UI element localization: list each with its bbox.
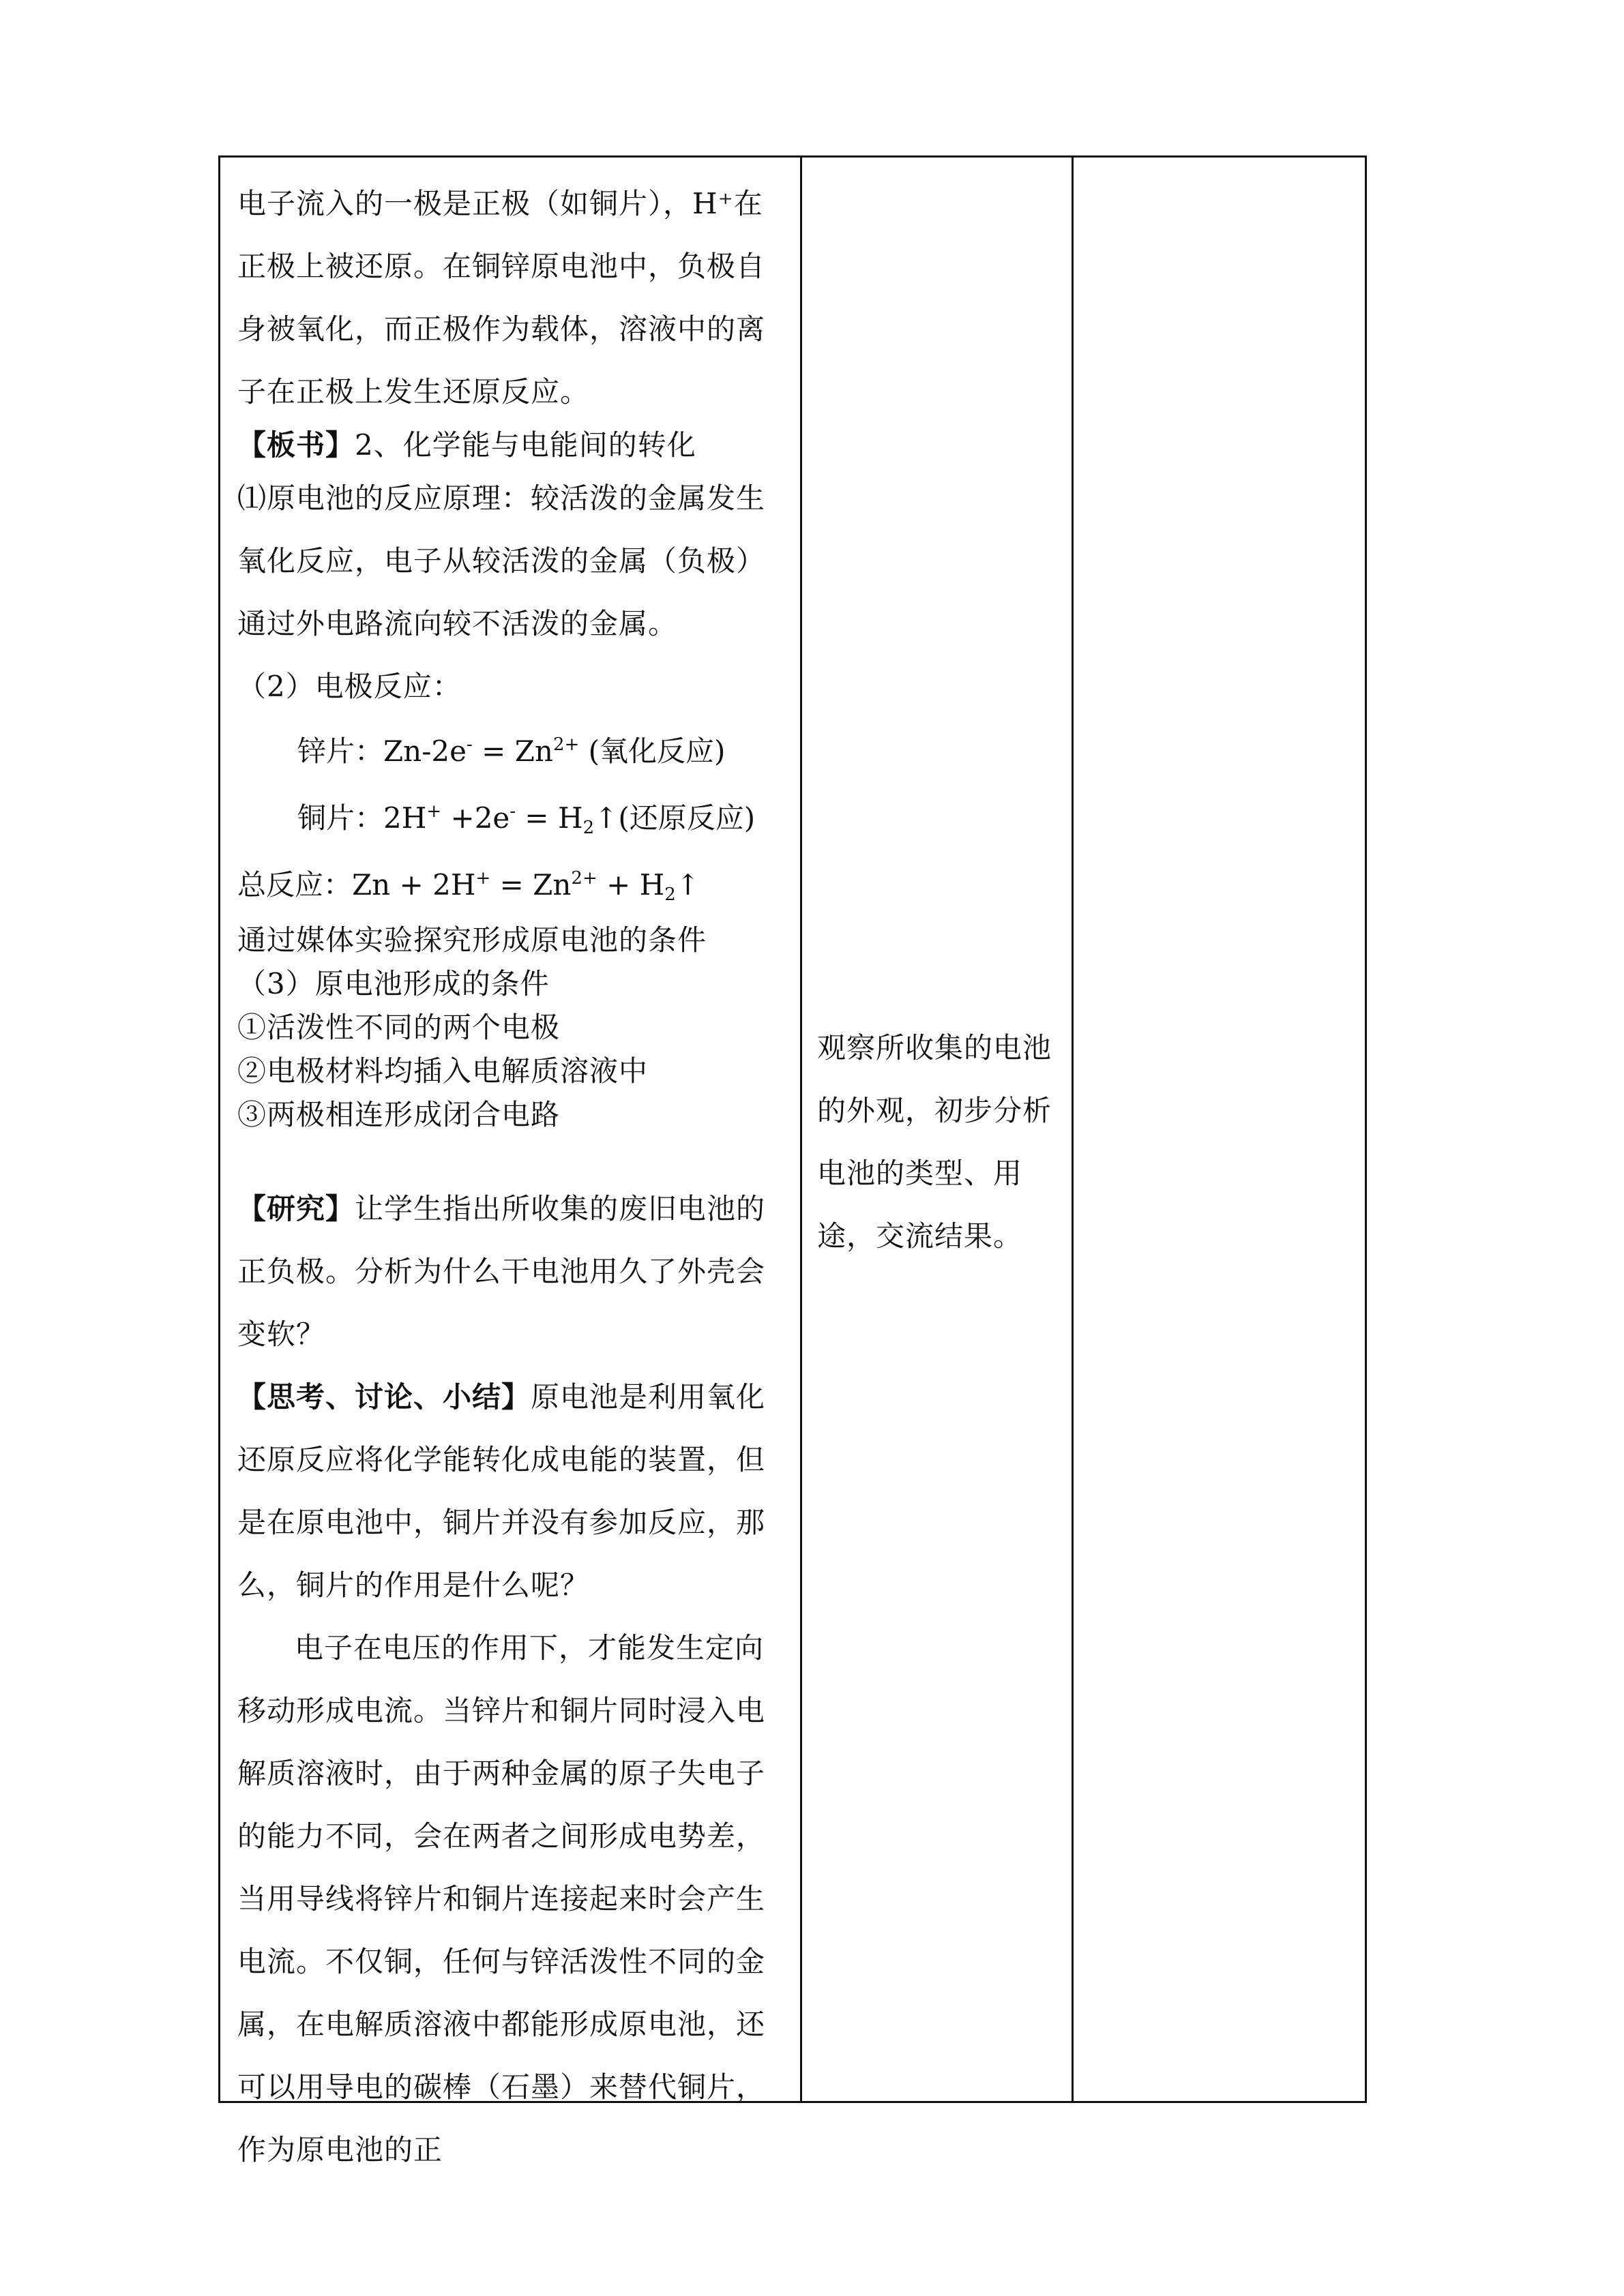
research-label: 【研究】 — [237, 1192, 355, 1225]
notes-column — [1074, 158, 1365, 2101]
zinc-equation — [237, 718, 791, 785]
copper-eq-part: 铜片：2H — [297, 801, 427, 835]
zinc-eq-part: 锌片：Zn-2e — [297, 734, 467, 768]
copper-eq-sup: + — [426, 801, 442, 822]
zinc-eq-part: = Zn — [472, 734, 553, 768]
conditions-heading: （3）原电池形成的条件 — [237, 967, 550, 1000]
copper-eq-part: = H — [516, 801, 583, 835]
student-activity-text: 观察所收集的电池的外观，初步分析电池的类型、用途，交流结果。 — [817, 1031, 1052, 1253]
reaction-principle: ⑴原电池的反应原理：较活泼的金属发生氧化反应，电子从较活泼的金属（负极）通过外电路流向较不活泼的金属。 — [237, 481, 766, 640]
board-text: 2、化学能与电能间的转化 — [355, 428, 696, 462]
total-eq-part: = Zn — [490, 868, 572, 901]
total-equation — [237, 852, 791, 919]
board-label: 【板书】 — [237, 428, 355, 462]
total-eq-part: 总反应：Zn + 2H — [237, 868, 476, 901]
condition-2: ②电极材料均插入电解质溶液中 — [237, 1054, 649, 1088]
explanation-paragraph: 电子在电压的作用下，才能发生定向移动形成电流。当锌片和铜片同时浸入电解质溶液时，由于两种金属的原子失电子的能力不同，会在两者之间形成电势差，当用导线将锌片和铜片连接起来时会产生电流。不仅铜，任何与锌活泼性不同的金属，在电解质溶液中都能形成原电池，还可以用导电的碳棒（石墨）来替代铜片，作为原电池的正 — [237, 1631, 766, 2166]
think-discuss-paragraph — [237, 1366, 791, 1617]
condition-3: ③两极相连形成闭合电路 — [237, 1098, 561, 1131]
lesson-plan-table — [218, 155, 1367, 2166]
research-text: 让学生指出所收集的废旧电池的正负极。分析为什么干电池用久了外壳会变软？ — [237, 1192, 766, 1351]
positive-electrode-paragraph: 电子流入的一极是正极（如铜片），H⁺在正极上被还原。在铜锌原电池中，负极自身被氧化，而正极作为载体，溶液中的离子在正极上发生还原反应。 — [237, 187, 766, 408]
think-text: 原电池是利用氧化还原反应将化学能转化成电能的装置，但是在原电池中，铜片并没有参加反应，那么，铜片的作用是什么呢？ — [237, 1380, 766, 1602]
teaching-content-column — [220, 158, 802, 2166]
total-eq-part: + H — [597, 868, 665, 901]
electrode-reaction-heading: （2）电极反应： — [237, 670, 462, 703]
copper-eq-part: ↑(还原反应) — [594, 801, 756, 835]
condition-1: ①活泼性不同的两个电极 — [237, 1011, 561, 1044]
zinc-eq-sup: 2+ — [552, 734, 580, 755]
zinc-eq-sup: - — [467, 734, 473, 755]
zinc-eq-part: (氧化反应) — [579, 734, 726, 768]
total-eq-part: ↑ — [675, 868, 700, 901]
student-activity-column — [802, 158, 1074, 2101]
spacer — [237, 1137, 791, 1178]
teaching-content — [237, 173, 791, 2181]
media-experiment-line: 通过媒体实验探究形成原电池的条件 — [237, 923, 707, 957]
copper-eq-part: +2e — [441, 801, 510, 835]
student-activity — [817, 1017, 1063, 1268]
total-eq-sub: 2 — [664, 884, 676, 905]
think-label: 【思考、讨论、小结】 — [237, 1380, 531, 1414]
board-writing — [237, 423, 791, 467]
research-paragraph — [237, 1178, 791, 1366]
copper-equation — [237, 785, 791, 852]
copper-eq-sub: 2 — [582, 818, 595, 838]
total-eq-sup: 2+ — [571, 868, 597, 889]
copper-eq-sup: - — [510, 801, 516, 822]
total-eq-sup: + — [475, 868, 491, 889]
